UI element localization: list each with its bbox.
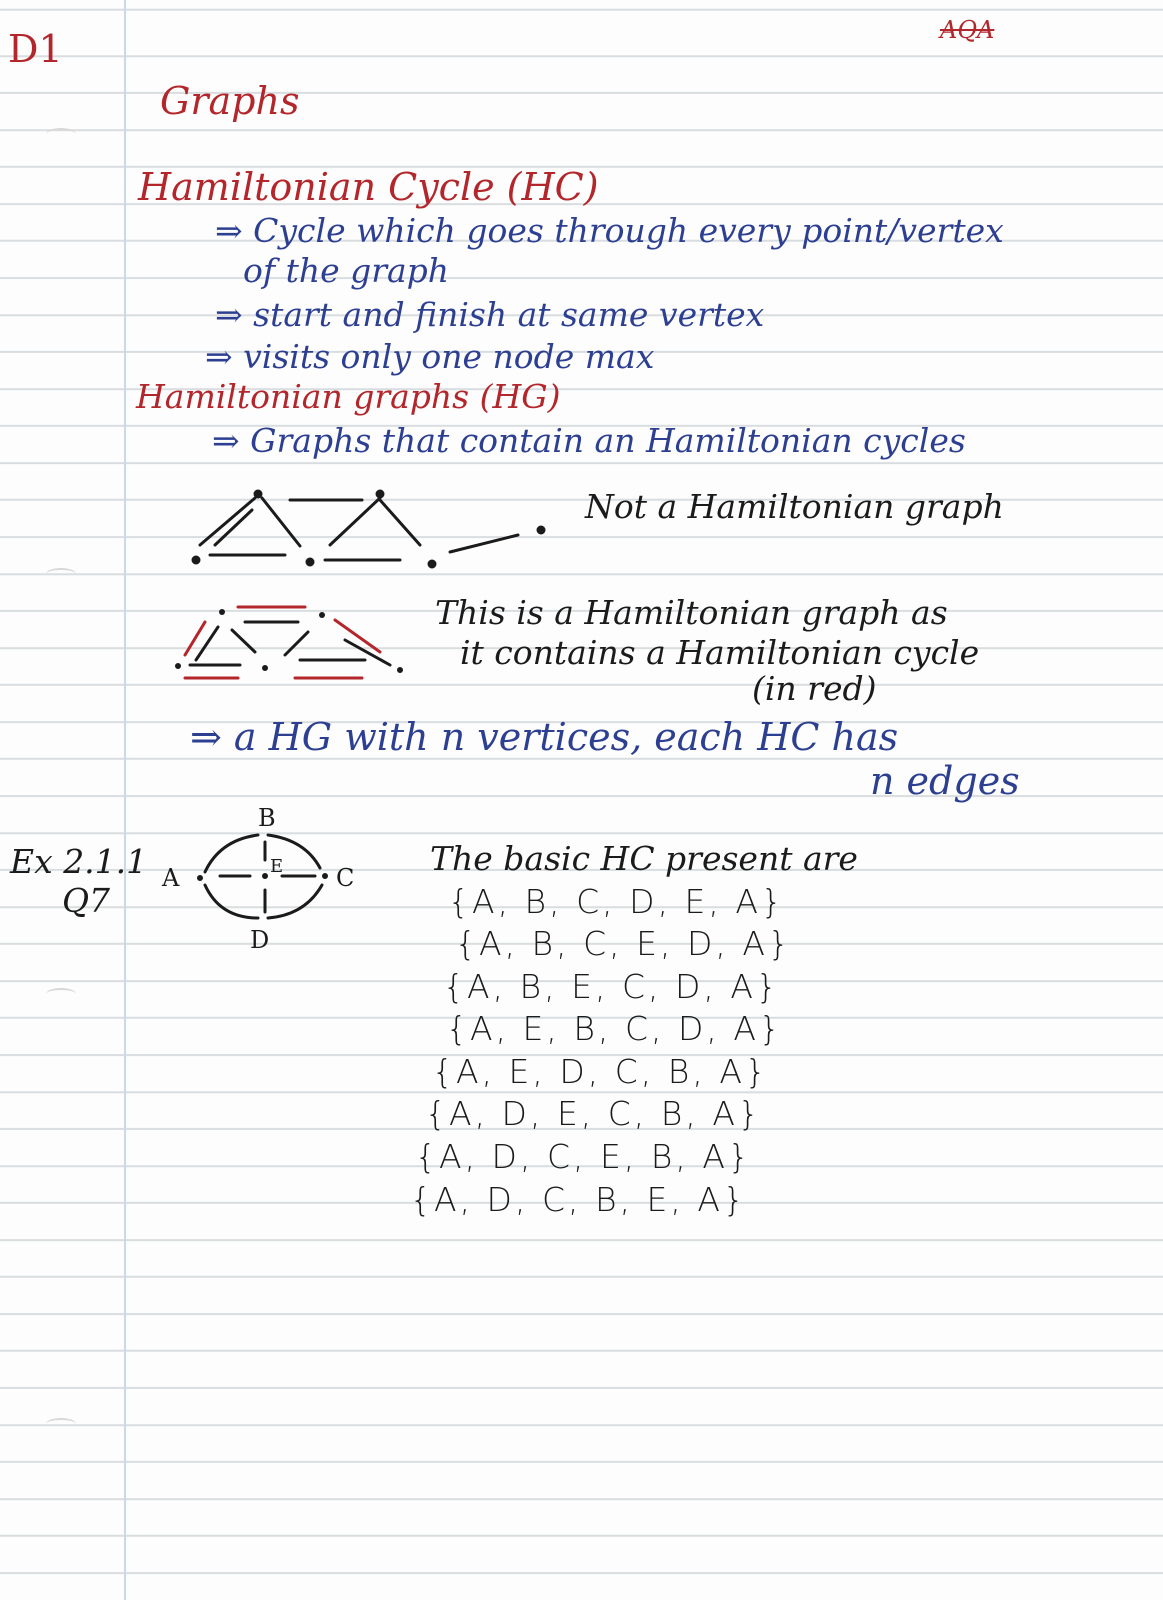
property-line-1: ⇒ a HG with n vertices, each HC has: [190, 715, 899, 759]
cycle-item: {A, B, E, C, D, A}: [443, 967, 780, 1006]
exam-board: AQA: [940, 16, 995, 44]
vertex-label-d: D: [250, 926, 270, 954]
vertex-label-b: B: [258, 804, 276, 832]
bullet-hg-definition: ⇒ Graphs that contain an Hamiltonian cycles: [212, 421, 966, 460]
subject-code: D1: [8, 27, 63, 71]
cycle-item: {A, B, C, D, E, A}: [448, 882, 785, 921]
bullet-start-finish: ⇒ start and finish at same vertex: [215, 295, 765, 334]
question-ref: Q7: [62, 881, 111, 920]
cycle-item: {A, D, C, E, B, A}: [415, 1137, 752, 1176]
vertex-label-a: A: [162, 864, 180, 892]
heading-hamiltonian-graphs: Hamiltonian graphs (HG): [136, 377, 561, 416]
vertex-label-e: E: [270, 856, 284, 877]
label-not-hamiltonian: Not a Hamiltonian graph: [585, 487, 1004, 526]
label-is-hamiltonian-1: This is a Hamiltonian graph as: [435, 593, 948, 632]
vertex-label-c: C: [336, 864, 355, 892]
cycle-item: {A, D, C, B, E, A}: [410, 1180, 747, 1219]
heading-hamiltonian-cycle: Hamiltonian Cycle (HC): [138, 165, 599, 209]
cycle-item: {A, D, E, C, B, A}: [425, 1094, 762, 1133]
cycle-item: {A, E, D, C, B, A}: [432, 1052, 769, 1091]
bullet-definition-cont: of the graph: [243, 251, 450, 290]
exercise-ref: Ex 2.1.1: [10, 842, 148, 881]
label-in-red: (in red): [752, 669, 877, 708]
label-is-hamiltonian-2: it contains a Hamiltonian cycle: [460, 633, 980, 672]
bullet-visits: ⇒ visits only one node max: [205, 337, 655, 376]
cycles-intro: The basic HC present are: [430, 839, 858, 878]
cycle-item: {A, E, B, C, D, A}: [446, 1009, 783, 1048]
page-title: Graphs: [160, 79, 300, 123]
cycle-item: {A, B, C, E, D, A}: [455, 924, 792, 963]
bullet-definition: ⇒ Cycle which goes through every point/vertex: [215, 211, 1004, 250]
property-line-2: n edges: [870, 759, 1020, 803]
